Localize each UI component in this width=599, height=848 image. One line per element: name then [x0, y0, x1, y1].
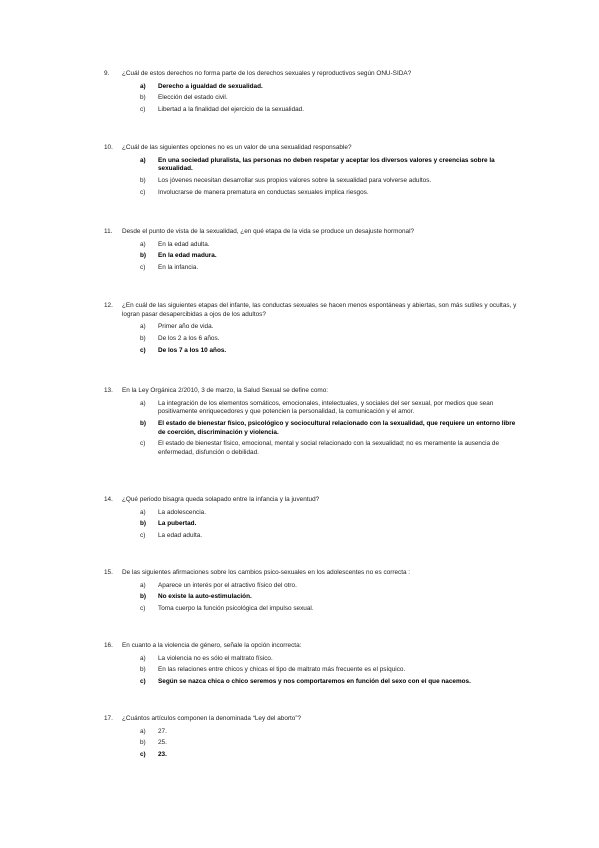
option-text: 25.	[158, 739, 167, 747]
option-letter: a)	[140, 82, 146, 90]
option-letter: b)	[140, 520, 147, 528]
option-text: Según se nazca chica o chico seremos y nos comportaremos en función del sexo con el que nacemos.	[158, 677, 471, 685]
option-a	[140, 582, 524, 591]
option-text: 23.	[158, 750, 167, 758]
question-12	[104, 302, 524, 355]
option-a	[140, 655, 524, 664]
option-letter: c)	[140, 750, 146, 758]
option-c	[140, 532, 524, 541]
option-b	[140, 666, 524, 675]
option-letter: a)	[140, 323, 146, 331]
option-text: En la edad madura.	[158, 252, 217, 260]
option-letter: c)	[140, 105, 146, 113]
option-text: Toma cuerpo la función psicológica del impulso sexual.	[158, 604, 314, 612]
question-16	[104, 642, 524, 687]
option-letter: a)	[140, 156, 146, 164]
question-text: ¿Cuál de las siguientes opciones no es un valor de una sexualidad responsable?	[122, 144, 352, 151]
option-letter: a)	[140, 399, 146, 407]
option-a	[140, 157, 524, 174]
option-text: Libertad a la finalidad del ejercicio de la sexualidad.	[158, 105, 305, 113]
option-text: Elección del estado civil.	[158, 94, 228, 102]
option-letter: a)	[140, 508, 146, 516]
question-text: ¿Cuál de estos derechos no forma parte de los derechos sexuales y reproductivos según ONU-SIDA?	[122, 70, 412, 77]
option-c	[140, 440, 524, 457]
option-b	[140, 520, 524, 529]
option-text: La adolescencia.	[158, 508, 206, 516]
option-letter: b)	[140, 94, 146, 102]
option-letter: b)	[140, 593, 147, 601]
option-letter: b)	[140, 252, 147, 260]
option-text: Aparece un interés por el atractivo físico del otro.	[158, 581, 297, 589]
option-text: La pubertad.	[158, 520, 197, 528]
question-text: En cuanto a la violencia de género, señale la opción incorrecta:	[122, 642, 302, 649]
option-b	[140, 177, 524, 186]
option-letter: c)	[140, 677, 146, 685]
option-text: En la infancia.	[158, 263, 199, 271]
option-a	[140, 241, 524, 250]
option-c	[140, 678, 524, 687]
option-b	[140, 593, 524, 602]
question-number: 9.	[104, 70, 110, 77]
option-letter: b)	[140, 739, 146, 747]
option-text: El estado de bienestar físico, emocional, mental y social relacionado con la sexualidad; no es meramente la ausencia de enfermedad, disfunción o debilidad.	[158, 440, 500, 456]
option-b	[140, 94, 524, 103]
option-letter: c)	[140, 531, 146, 539]
option-a	[140, 509, 524, 518]
option-b	[140, 335, 524, 344]
option-text: 27.	[158, 727, 167, 735]
question-text: ¿Qué periodo bisagra queda solapado entre la infancia y la juventud?	[122, 496, 320, 503]
option-b	[140, 252, 524, 261]
option-text: De los 7 a los 10 años.	[158, 346, 227, 354]
option-text: Los jóvenes necesitan desarrollar sus propios valores sobre la sexualidad para volverse adultos.	[158, 176, 432, 184]
option-letter: b)	[140, 666, 146, 674]
option-letter: c)	[140, 440, 146, 448]
option-text: Involucrarse de manera prematura en conductas sexuales implica riesgos.	[158, 188, 369, 196]
question-number: 10.	[104, 144, 113, 151]
option-text: La violencia no es sólo el maltrato físico.	[158, 654, 273, 662]
question-13	[104, 387, 524, 457]
question-number: 11.	[104, 228, 113, 235]
option-text: La integración de los elementos somáticos, emocionales, intelectuales, y sociales del ser sexual, por medios que sean positivamente enriquecedores y que potencien la personalidad, la comunicación y el amor.	[158, 399, 494, 416]
option-letter: a)	[140, 581, 146, 589]
option-c	[140, 189, 524, 198]
option-c	[140, 347, 524, 356]
question-17	[104, 715, 524, 760]
question-number: 14.	[104, 496, 113, 503]
option-c	[140, 751, 524, 760]
option-c	[140, 106, 524, 115]
question-number: 12.	[104, 302, 113, 309]
option-a	[140, 728, 524, 737]
question-text: ¿Cuántos artículos componen la denominada “Ley del aborto”?	[122, 715, 302, 722]
option-text: En la edad adulta.	[158, 240, 210, 248]
option-text: No existe la auto-estimulación.	[158, 593, 252, 601]
option-letter: c)	[140, 188, 146, 196]
question-text: De las siguientes afirmaciones sobre los cambios psico-sexuales en los adolescentes no es correcta :	[122, 569, 411, 576]
option-letter: a)	[140, 727, 146, 735]
option-b	[140, 420, 524, 437]
question-15	[104, 569, 524, 614]
option-c	[140, 605, 524, 614]
option-letter: c)	[140, 263, 146, 271]
option-a	[140, 400, 524, 417]
question-text: Desde el punto de vista de la sexualidad, ¿en qué etapa de la vida se produce un desajuste hormonal?	[122, 228, 415, 235]
question-text: En la Ley Orgánica 2/2010, 3 de marzo, la Salud Sexual se define como:	[122, 387, 329, 394]
question-number: 17.	[104, 715, 113, 722]
option-b	[140, 739, 524, 748]
option-letter: a)	[140, 654, 146, 662]
option-letter: b)	[140, 334, 146, 342]
option-text: El estado de bienestar físico, psicológico y sociocultural relacionado con la sexualidad, que requiere un entorno libre de coerción, discriminación y violencia.	[158, 419, 516, 436]
question-14	[104, 496, 524, 541]
option-letter: b)	[140, 419, 147, 427]
option-a	[140, 83, 524, 92]
question-text: ¿En cuál de las siguientes etapas del infante, las conductas sexuales se hacen menos espontáneas y abiertas, son más sutiles y ocultas, y logran pasar desapercibidas a ojos de los adultos?	[122, 302, 517, 318]
option-text: Primer año de vida.	[158, 323, 214, 331]
option-letter: c)	[140, 346, 146, 354]
question-number: 16.	[104, 642, 113, 649]
option-text: Derecho a igualdad de sexualidad.	[158, 82, 263, 90]
option-letter: c)	[140, 604, 146, 612]
question-10	[104, 144, 524, 197]
option-letter: b)	[140, 176, 146, 184]
option-letter: a)	[140, 240, 146, 248]
question-number: 13.	[104, 387, 113, 394]
question-number: 15.	[104, 569, 113, 576]
question-9	[104, 70, 524, 115]
option-text: En las relaciones entre chicos y chicas el tipo de maltrato más frecuente es el psíquico.	[158, 666, 406, 674]
option-text: De los 2 a los 6 años.	[158, 334, 220, 342]
option-text: En una sociedad pluralista, las personas no deben respetar y aceptar los diversos valores y creencias sobre la sexualidad.	[158, 156, 495, 173]
option-a	[140, 323, 524, 332]
question-11	[104, 228, 524, 273]
option-c	[140, 264, 524, 273]
option-text: La edad adulta.	[158, 531, 203, 539]
